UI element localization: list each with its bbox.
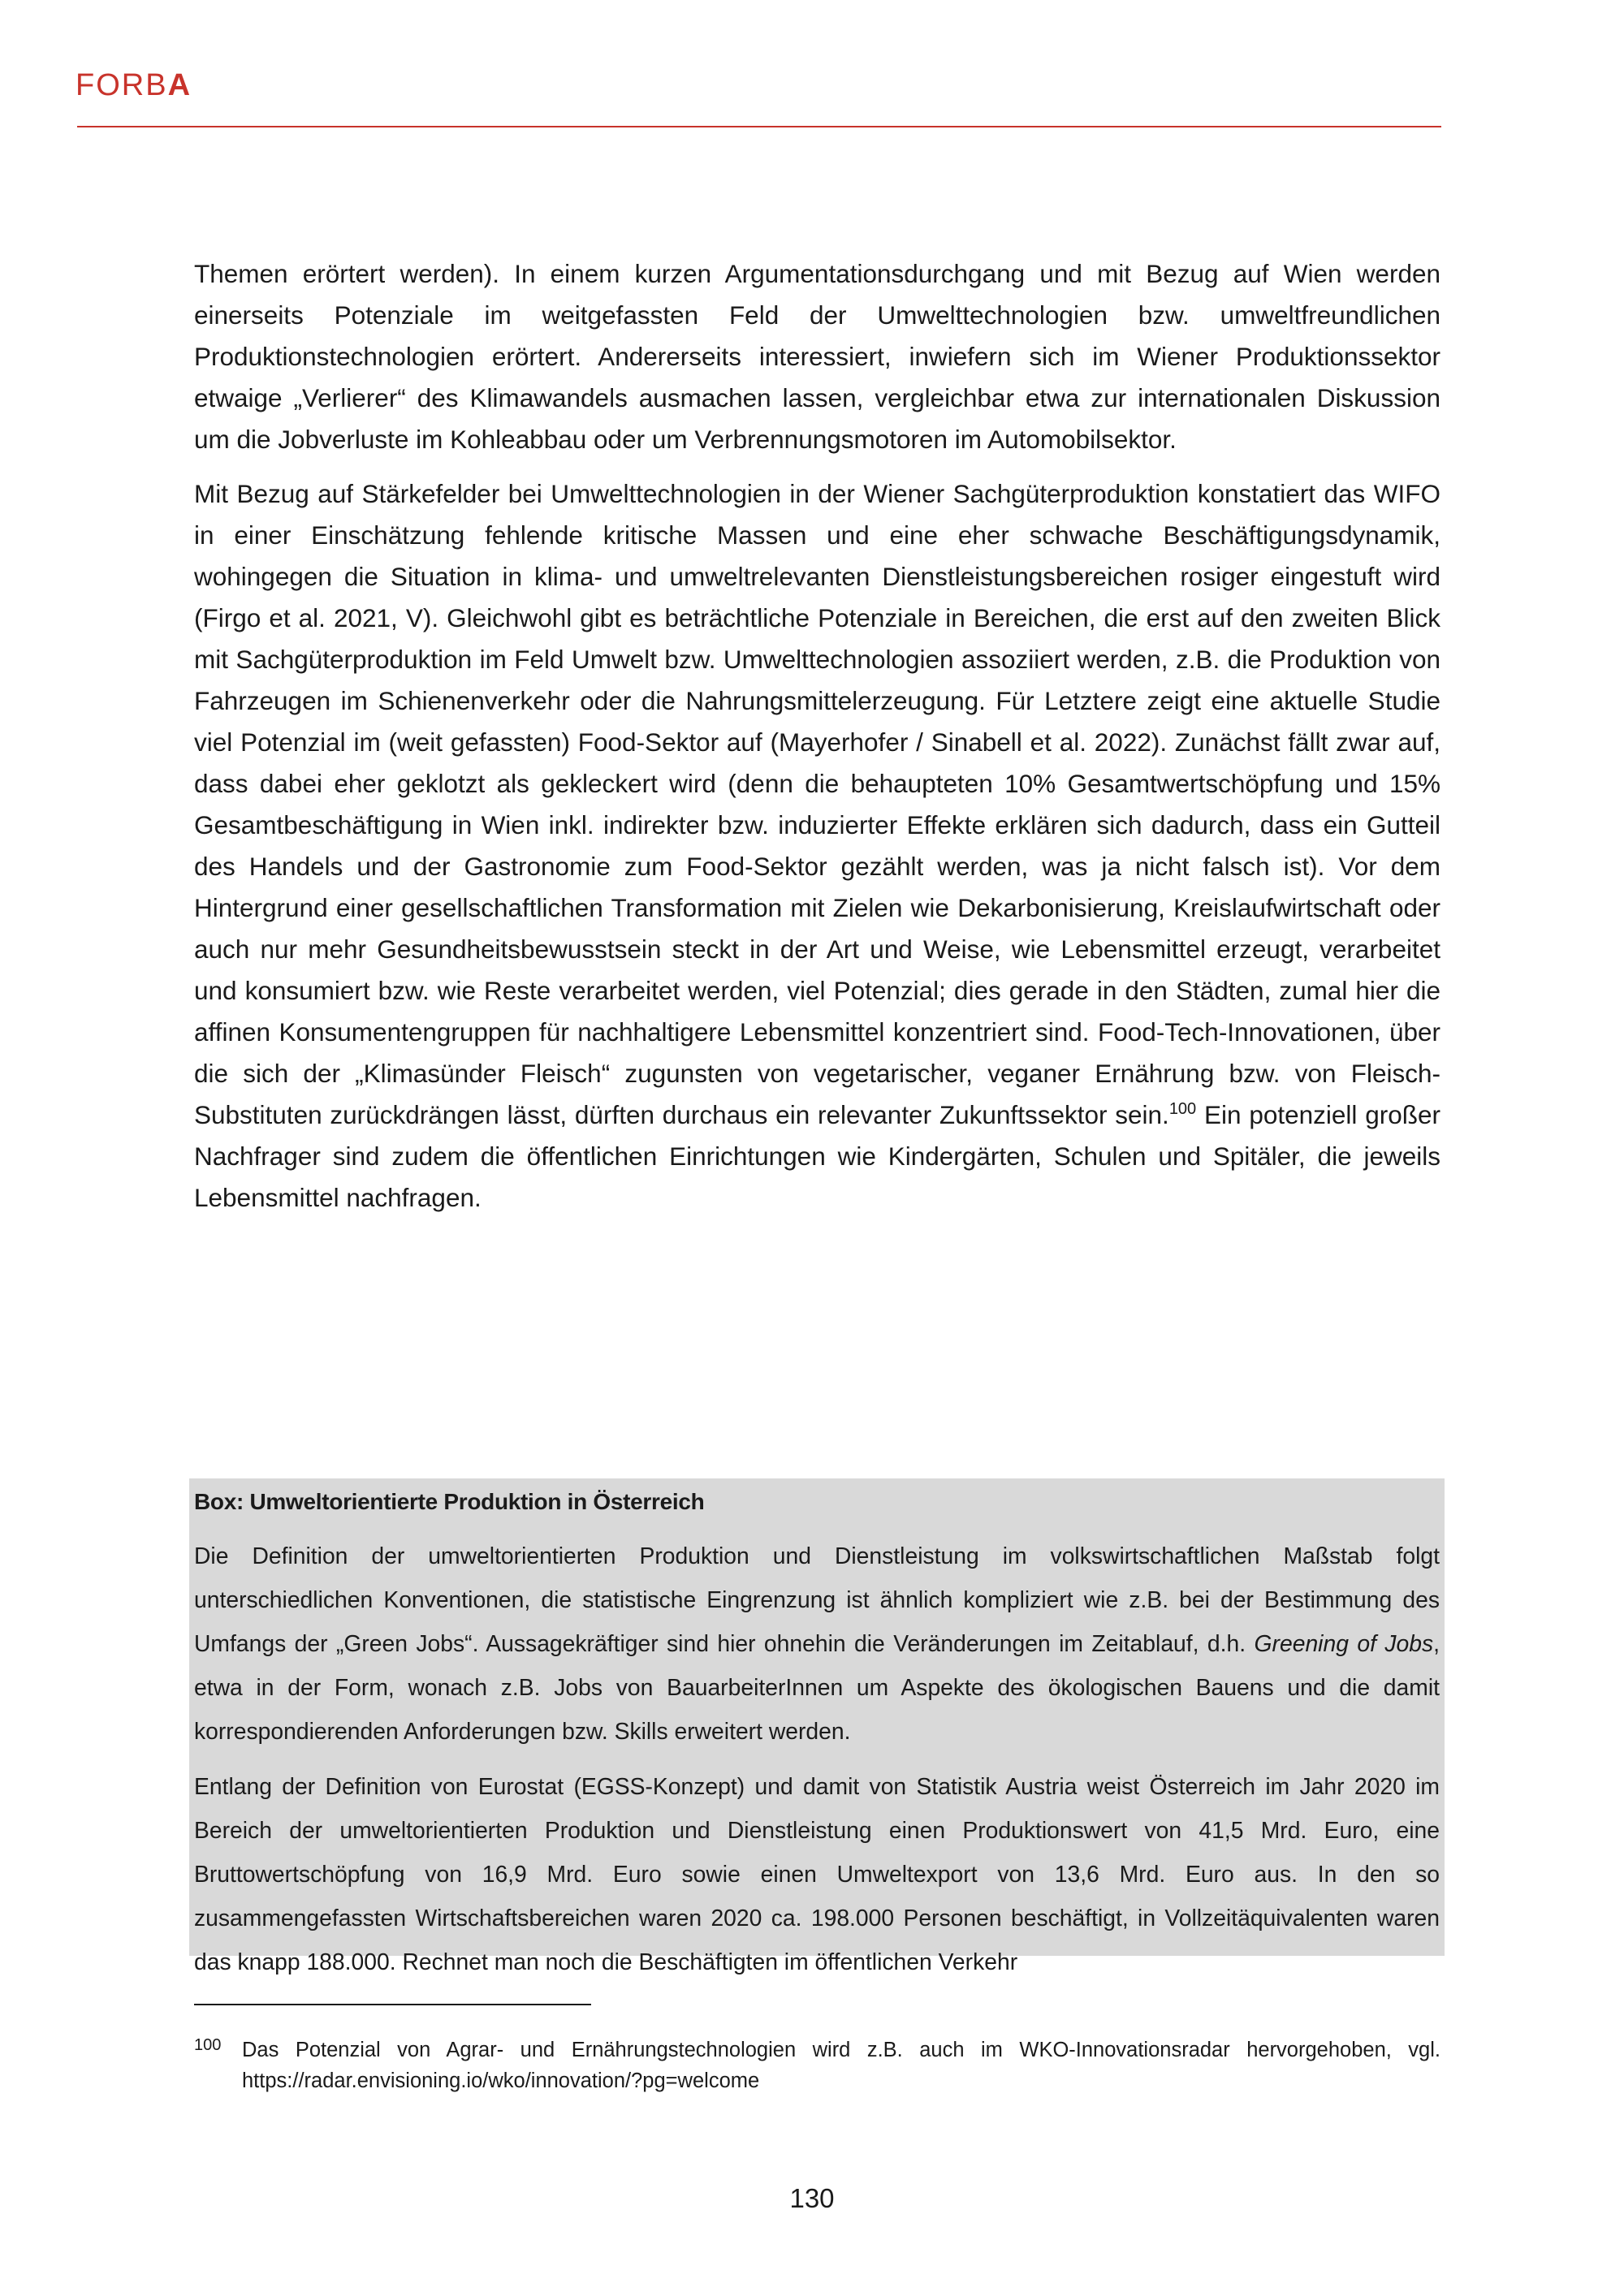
box-paragraph-1-italic: Greening of Jobs xyxy=(1254,1630,1434,1656)
main-text xyxy=(194,253,1440,1232)
footnote-100 xyxy=(194,2035,1440,2096)
logo-text-forb: FORB xyxy=(76,68,168,102)
footnote-divider xyxy=(194,2004,591,2005)
page-number: 130 xyxy=(789,2183,835,2213)
footnote-text: Das Potenzial von Agrar- und Ernährungstechnologien wird z.B. auch im WKO-Innovationsradar hervorgehoben, vgl. https://radar.envisioning.io/wko/innovation/?pg=welcome xyxy=(242,2039,1440,2092)
header-divider xyxy=(77,126,1441,127)
box-paragraph-1-b: , etwa in der Form, wonach z.B. Jobs von BauarbeiterInnen um Aspekte des ökologischen Bauens und die damit korrespondierenden Anforderungen bzw. Skills erweitert werden. xyxy=(194,1630,1440,1744)
info-box xyxy=(189,1478,1445,1974)
box-paragraph-2: Entlang der Definition von Eurostat (EGSS-Konzept) und damit von Statistik Austria weist Österreich im Jahr 2020 im Bereich der umweltorientierten Produktion und Dienstleistung einen Produktionswert von 41,5 Mrd. Euro, eine Bruttowertschöpfung von 16,9 Mrd. Euro sowie einen Umweltexport von 13,6 Mrd. Euro aus. In den so zusammengefassten Wirtschaftsbereichen waren 2020 ca. 198.000 Personen beschäftigt, in Vollzeitäquivalenten waren das knapp 188.000. Rechnet man noch die Beschäftigten im öffentlichen Verkehr xyxy=(194,1773,1440,1974)
box-title: Box: Umweltorientierte Produktion in Österreich xyxy=(194,1489,705,1514)
box-paragraph-1-a: Die Definition der umweltorientierten Produktion und Dienstleistung im volkswirtschaftlichen Maßstab folgt unterschiedlichen Konventionen, die statistische Eingrenzung ist ähnlich kompliziert wie z.B. bei der Bestimmung des Umfangs der „Green Jobs“. Aussagekräftiger sind hier ohnehin die Veränderungen im Zeitablauf, d.h. xyxy=(194,1543,1440,1656)
body-paragraph-2-main: Mit Bezug auf Stärkefelder bei Umwelttechnologien in der Wiener Sachgüterproduktion konstatiert das WIFO in einer Einschätzung fehlende kritische Massen und eine eher schwache Beschäftigungsdynamik, wohingegen die Situation in klima- und umweltrelevanten Dienstleistungsbereichen rosiger eingestuft wird (Firgo et al. 2021, V). Gleichwohl gibt es beträchtliche Potenziale in Bereichen, die erst auf den zweiten Blick mit Sachgüterproduktion im Feld Umwelt bzw. Umwelttechnologien assoziiert werden, z.B. die Produktion von Fahrzeugen im Schienenverkehr oder die Nahrungsmittelerzeugung. Für Letztere zeigt eine aktuelle Studie viel Potenzial im (weit gefassten) Food-Sektor auf (Mayerhofer / Sinabell et al. 2022). Zunächst fällt zwar auf, dass dabei eher geklotzt als gekleckert wird (denn die behaupteten 10% Gesamtwertschöpfung und 15% Gesamtbeschäftigung in Wien inkl. indirekter bzw. induzierter Effekte erklären sich dadurch, dass ein Gutteil des Handels und der Gastronomie zum Food-Sektor gezählt werden, was ja nicht falsch ist). Vor dem Hintergrund einer gesellschaftlichen Transformation mit Zielen wie Dekarbonisierung, Kreislaufwirtschaft oder auch nur mehr Gesundheitsbewusstsein steckt in der Art und Weise, wie Lebensmittel erzeugt, verarbeitet und konsumiert bzw. wie Reste verarbeitet werden, viel Potenzial; dies gerade in den Städten, zumal hier die affinen Konsumentengruppen für nachhaltigere Lebensmittel konzentriert sind. Food-Tech-Innovationen, über die sich der „Klimasünder Fleisch“ zugunsten von vegetarischer, veganer Ernährung bzw. von Fleisch-Substituten zurückdrängen lässt, dürften durchaus ein relevanter Zukunftssektor sein. xyxy=(194,479,1440,1129)
footnote-reference-100[interactable]: 100 xyxy=(1168,1100,1197,1118)
footnote-number: 100 xyxy=(194,2036,222,2054)
logo-text-a: A xyxy=(167,68,192,102)
body-paragraph-2 xyxy=(194,473,1440,1219)
box-paragraph-1 xyxy=(194,1534,1440,1753)
forba-logo xyxy=(76,70,192,101)
body-paragraph-1: Themen erörtert werden). In einem kurzen Argumentationsdurchgang und mit Bezug auf Wien werden einerseits Potenziale im weitgefassten Feld der Umwelttechnologien bzw. umweltfreundlichen Produktionstechnologien erörtert. Andererseits interessiert, inwiefern sich im Wiener Produktionssektor etwaige „Verlierer“ des Klimawandels ausmachen lassen, vergleichbar etwa zur internationalen Diskussion um die Jobverluste im Kohleabbau oder um Verbrennungsmotoren im Automobilsektor. xyxy=(194,259,1440,454)
body-paragraph-2-tail: Ein potenziell großer Nachfrager sind zudem die öffentlichen Einrichtungen wie Kindergärten, Schulen und Spitäler, die jeweils Lebensmittel nachfragen. xyxy=(194,1100,1440,1212)
